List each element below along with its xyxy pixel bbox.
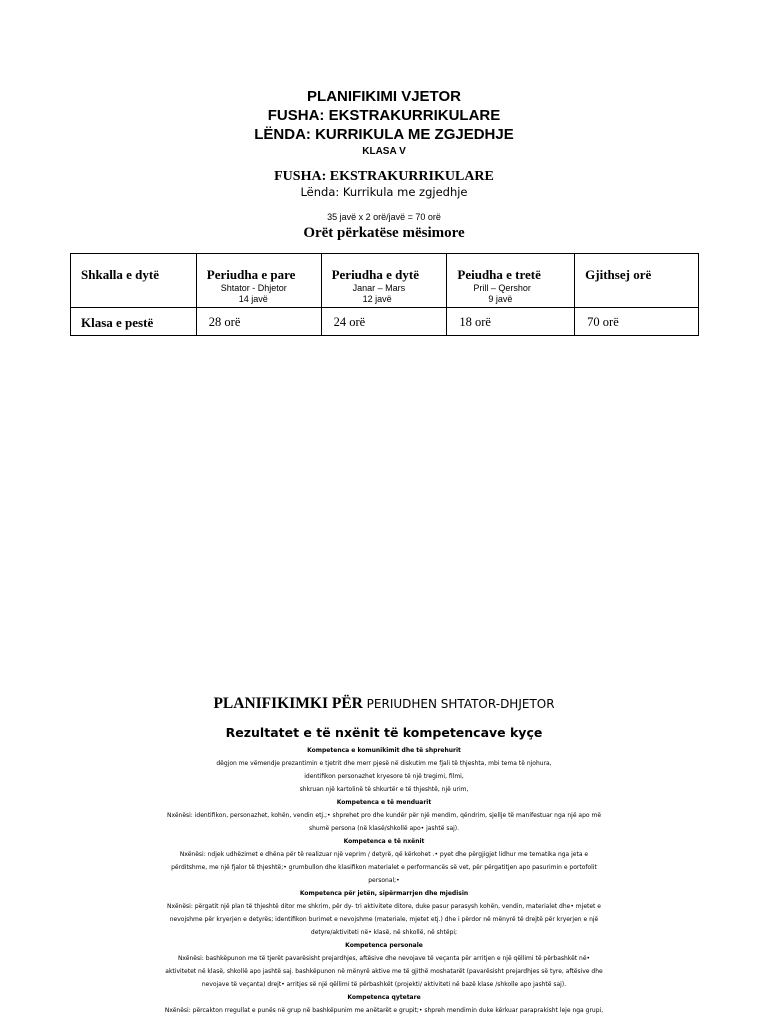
header-cell: Peiudha e tretë Prill – Qershor 9 javë — [447, 254, 575, 308]
competence-heading: Kompetenca e të nxënit — [343, 838, 425, 845]
fusha-heading: FUSHA: EKSTRAKURRIKULARE — [274, 169, 494, 184]
competence-text-line: nevojshme për kryerjen e detyrës; identifikon burimet e nevojshme (materiale, mjetet etj.) dhe i përdor në mënyrë të drejtë për kryerjen e një — [169, 916, 599, 923]
competence-text-line: aktivitetet në klasë, shkollë apo jashtë saj. bashkëpunon në mënyrë aktive me të gjithë moshatarët (pavarësisht prejardhjes së tyre, aftësive dhe — [165, 968, 603, 975]
section-subtitle: Rezultatet e të nxënit të kompetencave kyçe — [225, 725, 543, 740]
header-cell: Gjithsej orë — [575, 254, 699, 308]
doc-title-line1: PLANIFIKIMI VJETOR — [307, 88, 461, 105]
competence-text-line: përditshme, me një fjalor të thjeshtë;• grumbullon dhe klasifikon materialet e performancës së vet, për përgatitjen apo pasurimin e portofolit — [171, 864, 597, 871]
table-header-row — [71, 254, 699, 308]
competence-heading: Kompetenca qytetare — [347, 994, 421, 1001]
hours-formula: 35 javë x 2 orë/javë = 70 orë — [327, 212, 441, 222]
competence-text-line: Nxënësi: përcakton rregullat e punës në grup në bashkëpunim me anëtarët e grupit;• shpreh mendimin duke kërkuar paraprakisht leje nga grupi, — [164, 1007, 604, 1014]
table-cell: 18 orë — [447, 308, 575, 336]
table-cell: 70 orë — [575, 308, 699, 336]
competence-text-line: detyre/aktiviteti në• klasë, në shkollë, në shtëpi; — [310, 929, 458, 936]
section-title-suffix: PERIUDHEN SHTATOR-DHJETOR — [362, 697, 555, 711]
competence-heading: Kompetenca për jetën, sipërmarrjen dhe mjedisin — [299, 890, 469, 897]
competence-text-line: Nxënësi: bashkëpunon me të tjerët pavarësisht prejardhjes, aftësive dhe nevojave të veçanta për arritjen e një qëllimi të përbashkët në• — [177, 955, 591, 962]
section-title-prefix: PLANIFIKIMKI PËR — [213, 695, 363, 712]
section-title — [0, 694, 768, 714]
table-cell: 24 orë — [321, 308, 447, 336]
competence-text-line: Nxënësi: identifikon, personazhet, kohën, vendin etj.;• shprehet pro dhe kundër për një mendim, qëndrim, sjellje të manifestuar nga një apo më — [166, 812, 602, 819]
competence-text-line: personal;• — [368, 877, 400, 884]
hours-table — [70, 253, 699, 336]
table-cell: 28 orë — [196, 308, 321, 336]
header-cell: Periudha e dytë Janar – Mars 12 javë — [321, 254, 447, 308]
header-cell: Periudha e pare Shtator - Dhjetor 14 javë — [196, 254, 321, 308]
competence-text-line: dëgjon me vëmendje prezantimin e tjetrit dhe merr pjesë në diskutim me fjali të thjeshta, mbi tema të njohura, — [216, 760, 552, 767]
competence-text-line: identifikon personazhet kryesore të një tregimi, filmi, — [304, 773, 464, 780]
competence-text-line: Nxënësi: përgatit një plan të thjeshtë ditor me shkrim, për dy- tri aktivitete ditore, duke pasur parasysh kohën, vendin, materialet dhe• mjetet e — [166, 903, 601, 910]
competence-text-line: Nxënësi: ndjek udhëzimet e dhëna për të realizuar një veprim / detyrë, që kërkohet .• pyet dhe përgjigjet lidhur me tematika nga jeta e — [179, 851, 589, 858]
competence-text-line: shumë persona (në klasë/shkollë apo• jashtë saj). — [308, 825, 460, 832]
competences-body — [0, 744, 768, 1017]
lenda-heading: Lënda: Kurrikula me zgjedhje — [300, 185, 468, 199]
competence-heading: Kompetenca e komunikimit dhe të shprehurit — [307, 747, 461, 754]
doc-title-line3: LËNDA: KURRIKULA ME ZGJEDHJE — [254, 126, 514, 143]
table-cell: Klasa e pestë — [71, 308, 197, 336]
competence-heading: Kompetenca personale — [345, 942, 423, 949]
table-row — [71, 308, 699, 336]
header-cell: Shkalla e dytë — [71, 254, 197, 308]
oret-title: Orët përkatëse mësimore — [303, 225, 465, 241]
doc-title-line2: FUSHA: EKSTRAKURRIKULARE — [267, 107, 501, 124]
competence-text-line: shkruan një kartolinë të shkurtër e të thjeshtë, një urim, — [299, 786, 469, 793]
competence-heading: Kompetenca e të menduarit — [336, 799, 432, 806]
doc-class-label: KLASA V — [362, 146, 406, 157]
competence-text-line: nevojave të veçanta) drejt• arritjes së një qëllimi të përbashkët (projekti/ aktiviteti në bazë klase /shkolle apo jashtë saj). — [201, 981, 567, 988]
